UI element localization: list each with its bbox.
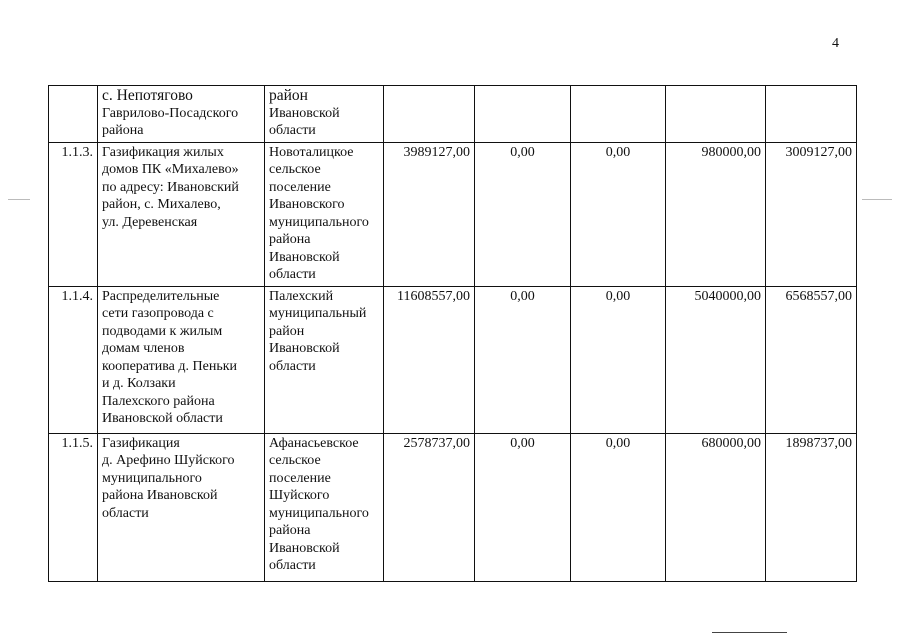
- customer-cell: [265, 433, 384, 581]
- object-cell: [98, 142, 265, 286]
- value-cell: 0,00: [571, 286, 666, 433]
- customer-line: области: [269, 267, 316, 282]
- customer-line: муниципального: [269, 214, 369, 230]
- object-line: района: [102, 123, 144, 138]
- customer-line: муниципального: [269, 505, 369, 521]
- value-cell: 0,00: [571, 142, 666, 286]
- customer-line: Шуйского: [269, 488, 330, 503]
- object-line: Газификация: [102, 435, 180, 451]
- object-line: домов ПК «Михалево»: [102, 162, 239, 177]
- value-cell: [666, 86, 766, 143]
- object-line: сети газопровода с: [102, 306, 214, 321]
- code-cell: 1.1.4.: [49, 286, 98, 433]
- customer-line: района: [269, 523, 311, 538]
- object-line: Ивановской области: [102, 411, 223, 426]
- customer-line: муниципальный: [269, 306, 367, 321]
- value-cell: 0,00: [475, 433, 571, 581]
- object-cell: [98, 86, 265, 143]
- customer-line: Ивановской: [269, 341, 340, 356]
- object-line: ул. Деревенская: [102, 214, 198, 230]
- scan-speck: [712, 632, 787, 633]
- object-line: и д. Колзаки: [102, 376, 176, 391]
- budget-table: [48, 85, 857, 582]
- scan-speck: [8, 199, 30, 200]
- customer-line: области: [269, 558, 316, 573]
- value-cell: 680000,00: [666, 433, 766, 581]
- customer-line: сельское: [269, 162, 321, 177]
- object-line: подводами к жилым: [102, 323, 223, 339]
- total-cell: [384, 86, 475, 143]
- value-cell: 5040000,00: [666, 286, 766, 433]
- value-cell: 980000,00: [666, 142, 766, 286]
- object-line: Распределительные: [102, 288, 220, 304]
- total-cell: 2578737,00: [384, 433, 475, 581]
- table-row: [49, 142, 857, 286]
- object-line: района Ивановской: [102, 488, 218, 503]
- object-line: Палехского района: [102, 393, 215, 409]
- customer-line: Ивановской: [269, 249, 340, 265]
- customer-line: Ивановской: [269, 540, 340, 556]
- object-line: домам членов: [102, 341, 185, 356]
- object-line: с. Непотягово: [102, 87, 193, 104]
- object-line: Газификация жилых: [102, 144, 224, 160]
- table-row-continuation: [49, 86, 857, 143]
- customer-line: поселение: [269, 179, 331, 195]
- customer-line: сельское: [269, 453, 321, 468]
- code-cell: 1.1.3.: [49, 142, 98, 286]
- value-cell: 3009127,00: [766, 142, 857, 286]
- page-number: 4: [832, 36, 839, 51]
- customer-line: области: [269, 358, 316, 374]
- object-line: муниципального: [102, 470, 202, 486]
- customer-line: поселение: [269, 470, 331, 486]
- total-cell: 11608557,00: [384, 286, 475, 433]
- object-cell: [98, 286, 265, 433]
- object-cell: [98, 433, 265, 581]
- customer-cell: [265, 86, 384, 143]
- customer-line: Афанасьевское: [269, 435, 359, 451]
- customer-line: Палехский: [269, 288, 334, 304]
- value-cell: [475, 86, 571, 143]
- code-cell: 1.1.5.: [49, 433, 98, 581]
- object-line: по адресу: Ивановский: [102, 179, 239, 195]
- object-line: д. Арефино Шуйского: [102, 453, 235, 468]
- customer-line: Ивановского: [269, 197, 345, 212]
- object-line: Гаврилово-Посадского: [102, 105, 239, 121]
- customer-cell: [265, 142, 384, 286]
- customer-line: Ивановской: [269, 105, 340, 121]
- customer-cell: [265, 286, 384, 433]
- code-cell: [49, 86, 98, 143]
- object-line: район, с. Михалево,: [102, 197, 221, 212]
- object-line: области: [102, 505, 149, 521]
- value-cell: 0,00: [475, 142, 571, 286]
- object-line: кооператива д. Пеньки: [102, 358, 238, 374]
- scan-speck: [862, 199, 892, 200]
- total-cell: 3989127,00: [384, 142, 475, 286]
- value-cell: 0,00: [475, 286, 571, 433]
- customer-line: район: [269, 323, 305, 339]
- value-cell: [766, 86, 857, 143]
- value-cell: 6568557,00: [766, 286, 857, 433]
- customer-line: Новоталицкое: [269, 144, 354, 160]
- value-cell: 0,00: [571, 433, 666, 581]
- value-cell: [571, 86, 666, 143]
- customer-line: район: [269, 87, 308, 104]
- table-row: [49, 286, 857, 433]
- customer-line: области: [269, 123, 316, 138]
- customer-line: района: [269, 232, 311, 247]
- value-cell: 1898737,00: [766, 433, 857, 581]
- table-row: [49, 433, 857, 581]
